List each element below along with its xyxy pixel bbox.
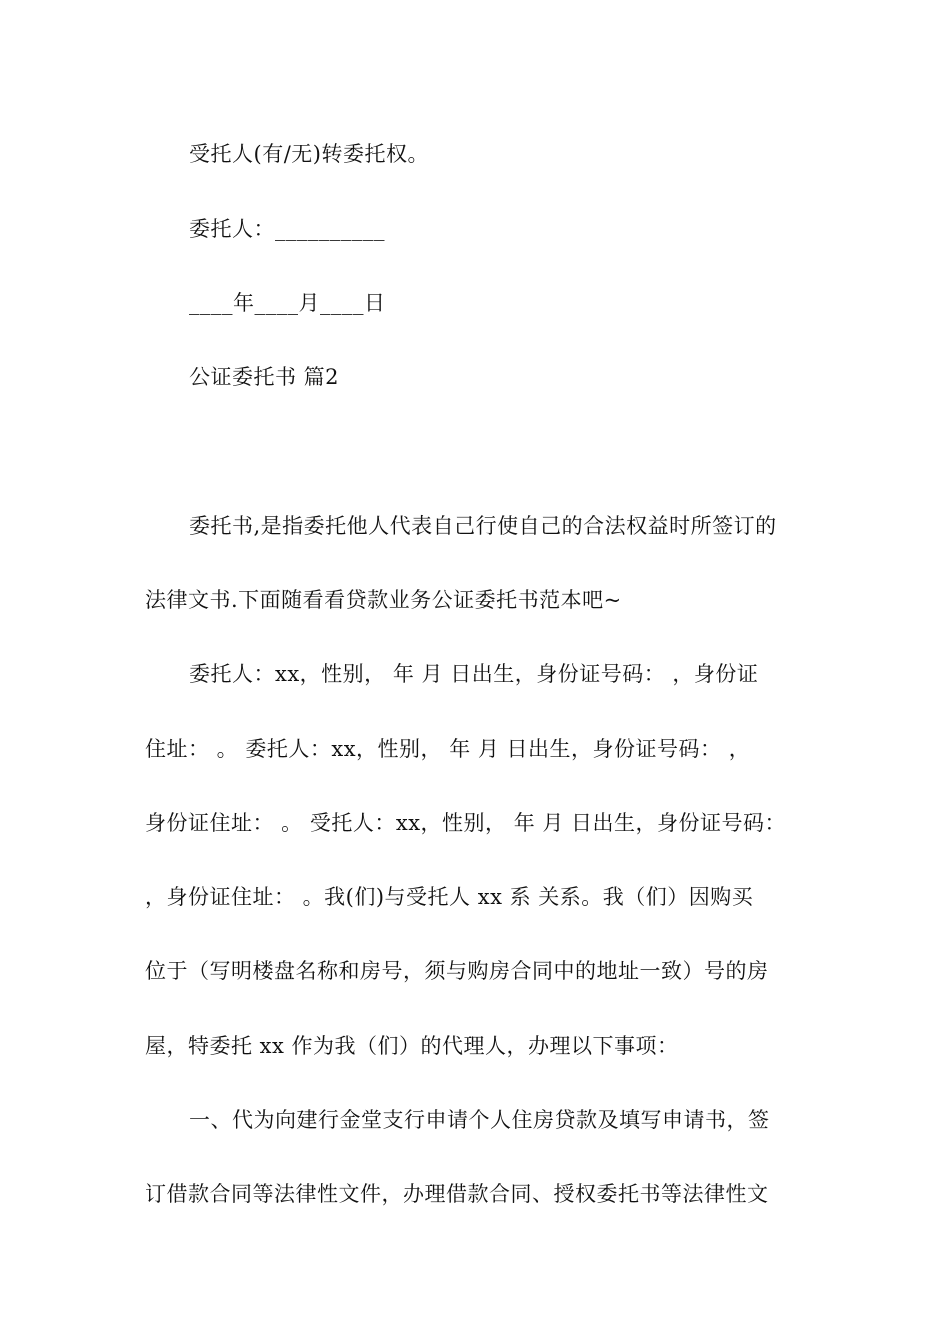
paragraph-line: ，身份证住址： 。我(们)与受托人 xx 系 关系。我（们）因购买 xyxy=(145,885,754,909)
text-line-principal-signature: 委托人：__________ xyxy=(189,217,385,241)
paragraph-line: 身份证住址： 。 受托人：xx，性别， 年 月 日出生，身份证号码： xyxy=(145,811,787,835)
section-heading: 公证委托书 篇2 xyxy=(189,365,340,389)
paragraph-line: 订借款合同等法律性文件，办理借款合同、授权委托书等法律性文 xyxy=(145,1182,769,1206)
paragraph-line: 住址： 。 委托人：xx，性别， 年 月 日出生，身份证号码： ， xyxy=(145,737,751,761)
paragraph-line: 屋，特委托 xx 作为我（们）的代理人，办理以下事项： xyxy=(145,1034,679,1058)
paragraph-line: 法律文书.下面随看看贷款业务公证委托书范本吧~ xyxy=(145,588,622,612)
text-line-transfer-right: 受托人(有/无)转委托权。 xyxy=(189,142,429,166)
paragraph-line: 委托书,是指委托他人代表自己行使自己的合法权益时所签订的 xyxy=(189,514,777,538)
paragraph-line: 委托人：xx，性别， 年 月 日出生，身份证号码： ，身份证 xyxy=(189,662,759,686)
paragraph-line: 位于（写明楼盘名称和房号，须与购房合同中的地址一致）号的房 xyxy=(145,959,769,983)
paragraph-line: 一、代为向建行金堂支行申请个人住房贷款及填写申请书，签 xyxy=(189,1108,770,1132)
text-line-date: ____年____月____日 xyxy=(189,291,386,315)
